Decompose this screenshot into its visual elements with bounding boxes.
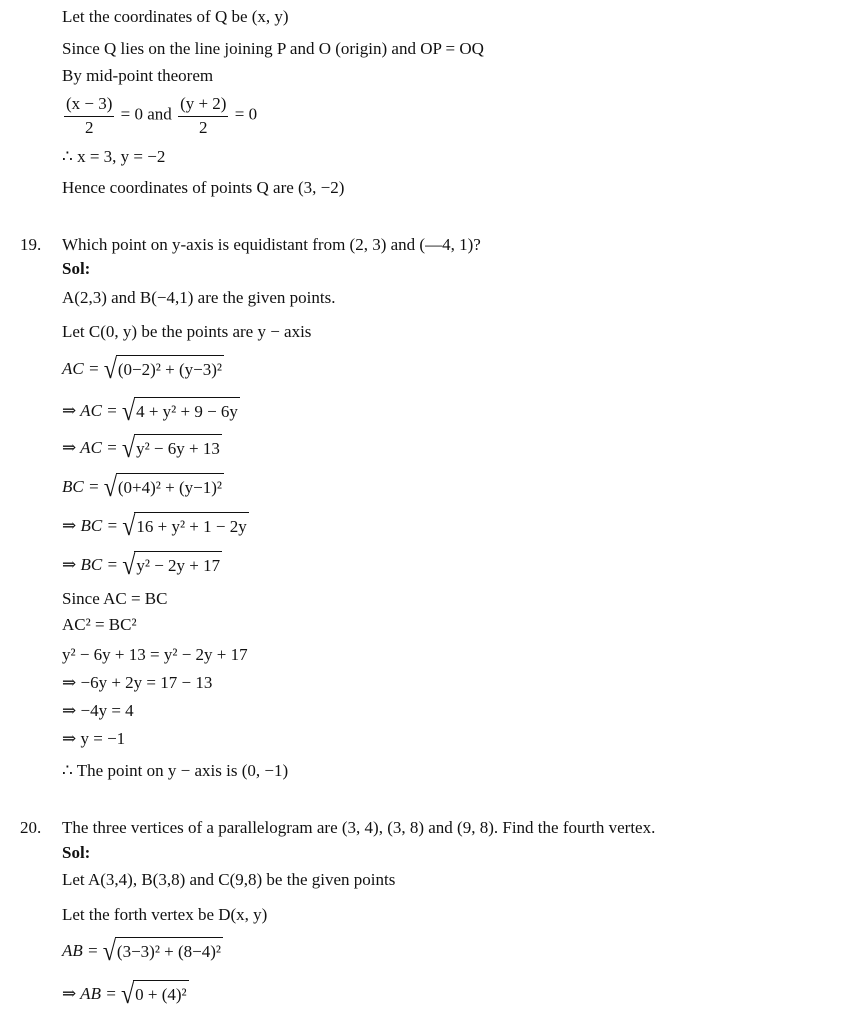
numerator: (x − 3) xyxy=(64,92,114,117)
equation-lhs: AB = xyxy=(62,940,99,960)
text-line: ∴ The point on y − axis is (0, −1) xyxy=(62,761,289,780)
equation xyxy=(62,937,223,967)
radical-sign: √ xyxy=(121,397,136,427)
equation-lhs: ⇒ AC = xyxy=(62,400,118,420)
sqrt xyxy=(122,434,222,464)
equation xyxy=(62,980,189,1010)
radical-sign: √ xyxy=(122,512,136,542)
radicand: 0 + (4)² xyxy=(133,980,189,1010)
radical-sign: √ xyxy=(102,937,116,967)
radicand: (0−2)² + (y−3)² xyxy=(116,355,224,385)
fraction-equation xyxy=(62,92,257,139)
text-line: y² − 6y + 13 = y² − 2y + 17 xyxy=(62,645,248,664)
sqrt xyxy=(104,355,224,385)
text-line: AC² = BC² xyxy=(62,615,137,634)
equation xyxy=(62,397,240,427)
equation xyxy=(62,355,224,385)
text-line: A(2,3) and B(−4,1) are the given points. xyxy=(62,288,336,307)
text-line: ⇒ −6y + 2y = 17 − 13 xyxy=(62,673,213,692)
equation xyxy=(62,512,249,542)
question-number: 20. xyxy=(20,818,42,837)
sqrt xyxy=(122,551,222,581)
radicand: (0+4)² + (y−1)² xyxy=(116,473,224,503)
equation xyxy=(62,473,224,503)
equation-lhs: ⇒ BC = xyxy=(62,515,118,535)
radical-sign: √ xyxy=(103,473,117,503)
text-line: ∴ x = 3, y = −2 xyxy=(62,147,166,166)
question-number: 19. xyxy=(20,235,42,254)
text-line: By mid-point theorem xyxy=(62,66,214,85)
fraction xyxy=(64,92,114,139)
equation-lhs: BC = xyxy=(62,476,100,496)
radicand: 16 + y² + 1 − 2y xyxy=(134,512,248,542)
equation-lhs: ⇒ BC = xyxy=(62,554,118,574)
text-line: Since Q lies on the line joining P and O (origin) and OP = OQ xyxy=(62,39,484,58)
sqrt xyxy=(103,937,223,967)
radicand: (3−3)² + (8−4)² xyxy=(115,937,223,967)
text-line: Let A(3,4), B(3,8) and C(9,8) be the given points xyxy=(62,870,396,889)
radical-sign: √ xyxy=(120,980,135,1010)
fraction xyxy=(178,92,228,139)
equation-text: = 0 and xyxy=(120,104,172,124)
sqrt xyxy=(122,397,240,427)
radicand: 4 + y² + 9 − 6y xyxy=(134,397,240,427)
radical-sign: √ xyxy=(122,551,136,581)
equation xyxy=(62,434,222,464)
equation-lhs: ⇒ AC = xyxy=(62,437,118,457)
radicand: y² − 2y + 17 xyxy=(134,551,222,581)
text-line: ⇒ −4y = 4 xyxy=(62,701,134,720)
sqrt xyxy=(122,512,249,542)
denominator: 2 xyxy=(199,118,208,137)
text-line: ⇒ y = −1 xyxy=(62,729,126,748)
radicand: y² − 6y + 13 xyxy=(134,434,222,464)
numerator: (y + 2) xyxy=(178,92,228,117)
question-text: Which point on y-axis is equidistant from (2, 3) and (—4, 1)? xyxy=(62,235,481,254)
equation-lhs: AC = xyxy=(62,358,100,378)
text-line: Let the forth vertex be D(x, y) xyxy=(62,905,268,924)
sqrt xyxy=(121,980,189,1010)
radical-sign: √ xyxy=(103,355,117,385)
text-line: Let the coordinates of Q be (x, y) xyxy=(62,7,289,26)
sol-label: Sol: xyxy=(62,259,91,278)
text-line: Let C(0, y) be the points are y − axis xyxy=(62,322,312,341)
denominator: 2 xyxy=(84,118,94,137)
equation-lhs: ⇒ AB = xyxy=(62,983,117,1003)
radical-sign: √ xyxy=(121,434,136,464)
text-line: Since AC = BC xyxy=(62,589,168,608)
sol-label: Sol: xyxy=(62,843,91,862)
equation-text: = 0 xyxy=(234,104,258,124)
question-text: The three vertices of a parallelogram are (3, 4), (3, 8) and (9, 8). Find the fourth vertex. xyxy=(62,818,656,837)
equation xyxy=(62,551,222,581)
text-line: Hence coordinates of points Q are (3, −2) xyxy=(62,178,345,197)
sqrt xyxy=(104,473,224,503)
